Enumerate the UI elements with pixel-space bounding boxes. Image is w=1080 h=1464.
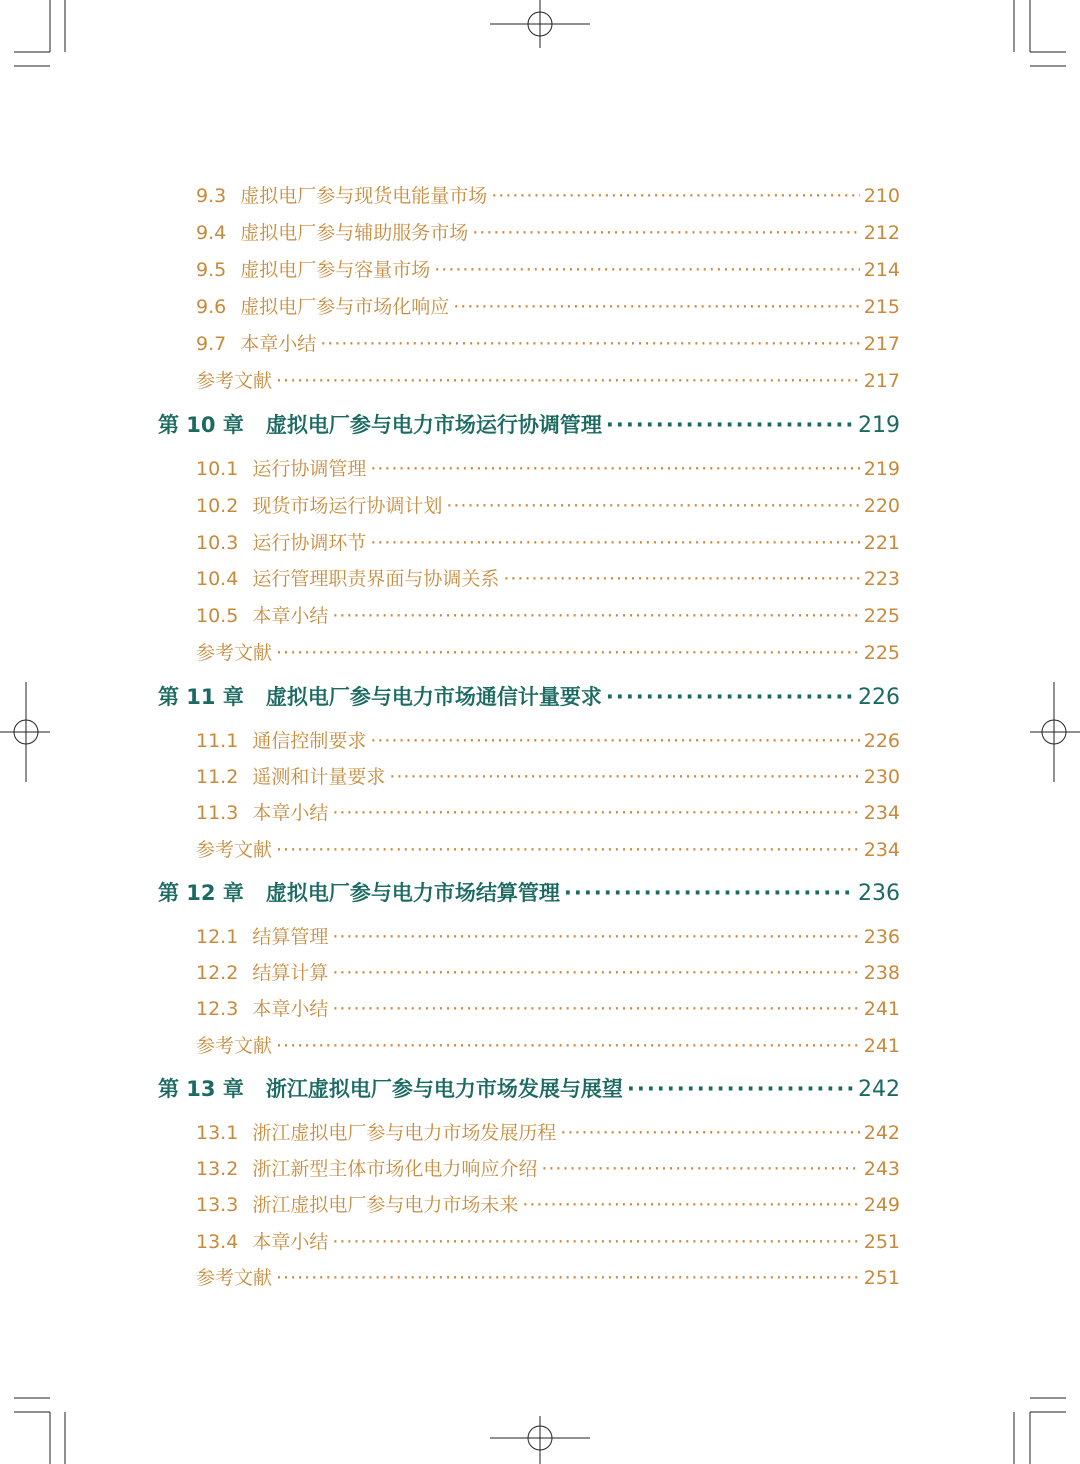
page-number: 225 bbox=[863, 642, 900, 664]
section-number: 12.3 bbox=[196, 998, 239, 1020]
references-title: 参考文献 bbox=[196, 370, 273, 392]
toc-section-row bbox=[0, 218, 1080, 245]
page-number: 223 bbox=[863, 568, 900, 590]
dot-leader bbox=[332, 1231, 859, 1253]
dot-leader bbox=[541, 1158, 859, 1180]
section-title: 运行协调管理 bbox=[252, 458, 367, 480]
page-number: 242 bbox=[858, 1077, 900, 1102]
section-number: 13.1 bbox=[196, 1122, 239, 1144]
dot-leader bbox=[276, 1035, 860, 1057]
dot-leader bbox=[560, 1122, 859, 1144]
section-number: 10.2 bbox=[196, 495, 239, 517]
dot-leader bbox=[434, 259, 860, 281]
chapter-number: 第 13 章 bbox=[158, 1077, 244, 1101]
toc-section-row bbox=[0, 329, 1080, 356]
page-number: 226 bbox=[858, 685, 900, 710]
toc-section-row bbox=[0, 564, 1080, 591]
section-number: 10.4 bbox=[196, 568, 239, 590]
toc-section-row bbox=[0, 922, 1080, 949]
page-number: 251 bbox=[863, 1231, 900, 1253]
page-number: 241 bbox=[863, 1035, 900, 1057]
section-number: 10.5 bbox=[196, 605, 239, 627]
chapter-number: 第 11 章 bbox=[158, 685, 244, 709]
dot-leader bbox=[332, 605, 859, 627]
dot-leader bbox=[276, 642, 860, 664]
toc-section-row bbox=[0, 292, 1080, 319]
page-number: 219 bbox=[863, 458, 900, 480]
page-number: 226 bbox=[863, 730, 900, 752]
toc-section-row bbox=[0, 528, 1080, 555]
page-number: 236 bbox=[863, 926, 900, 948]
section-title: 本章小结 bbox=[252, 605, 329, 627]
dot-leader bbox=[370, 458, 859, 480]
dot-leader bbox=[332, 802, 859, 824]
page-number: 251 bbox=[863, 1267, 900, 1289]
section-number: 13.2 bbox=[196, 1158, 239, 1180]
section-title: 运行协调环节 bbox=[252, 532, 367, 554]
page-number: 217 bbox=[863, 333, 900, 355]
dot-leader bbox=[446, 495, 859, 517]
references-title: 参考文献 bbox=[196, 1035, 273, 1057]
toc-section-row bbox=[0, 994, 1080, 1021]
dot-leader bbox=[453, 296, 860, 318]
section-number: 9.4 bbox=[196, 222, 227, 244]
toc-section-row bbox=[0, 1154, 1080, 1181]
toc-chapter-row bbox=[0, 877, 1080, 907]
page-number: 217 bbox=[863, 370, 900, 392]
dot-leader bbox=[276, 839, 860, 861]
dot-leader bbox=[276, 1267, 860, 1289]
page-number: 219 bbox=[858, 413, 900, 438]
section-title: 遥测和计量要求 bbox=[252, 766, 386, 788]
page-number: 243 bbox=[863, 1158, 900, 1180]
dot-leader bbox=[332, 962, 859, 984]
toc-section-row bbox=[0, 491, 1080, 518]
dot-leader bbox=[472, 222, 860, 244]
dot-leader bbox=[522, 1194, 859, 1216]
dot-leader bbox=[370, 532, 859, 554]
section-number: 10.1 bbox=[196, 458, 239, 480]
dot-leader bbox=[370, 730, 859, 752]
toc-references-row bbox=[0, 638, 1080, 665]
section-number: 9.7 bbox=[196, 333, 227, 355]
page-number: 242 bbox=[863, 1122, 900, 1144]
dot-leader bbox=[491, 185, 860, 207]
page-number: 210 bbox=[863, 185, 900, 207]
section-number: 13.4 bbox=[196, 1231, 239, 1253]
page-number: 249 bbox=[863, 1194, 900, 1216]
chapter-title: 虚拟电厂参与电力市场结算管理 bbox=[265, 881, 560, 905]
toc-section-row bbox=[0, 1190, 1080, 1217]
toc-section-row bbox=[0, 454, 1080, 481]
page-number: 214 bbox=[863, 259, 900, 281]
section-title: 本章小结 bbox=[240, 333, 317, 355]
toc-references-row bbox=[0, 366, 1080, 393]
section-title: 浙江新型主体市场化电力响应介绍 bbox=[252, 1158, 538, 1180]
page-number: 212 bbox=[863, 222, 900, 244]
page-number: 225 bbox=[863, 605, 900, 627]
toc-references-row bbox=[0, 1263, 1080, 1290]
toc-section-row bbox=[0, 958, 1080, 985]
section-title: 通信控制要求 bbox=[252, 730, 367, 752]
dot-leader bbox=[606, 685, 854, 709]
section-title: 现货市场运行协调计划 bbox=[252, 495, 443, 517]
toc-chapter-row bbox=[0, 1073, 1080, 1103]
references-title: 参考文献 bbox=[196, 1267, 273, 1289]
section-title: 虚拟电厂参与容量市场 bbox=[240, 259, 431, 281]
section-title: 本章小结 bbox=[252, 1231, 329, 1253]
page-number: 238 bbox=[863, 962, 900, 984]
section-number: 10.3 bbox=[196, 532, 239, 554]
dot-leader bbox=[320, 333, 860, 355]
dot-leader bbox=[564, 881, 854, 905]
toc-section-row bbox=[0, 762, 1080, 789]
chapter-title: 虚拟电厂参与电力市场通信计量要求 bbox=[265, 685, 602, 709]
references-title: 参考文献 bbox=[196, 839, 273, 861]
section-title: 结算计算 bbox=[252, 962, 329, 984]
chapter-number: 第 12 章 bbox=[158, 881, 244, 905]
page-number: 236 bbox=[858, 881, 900, 906]
toc-section-row bbox=[0, 1227, 1080, 1254]
toc-section-row bbox=[0, 255, 1080, 282]
page-number: 234 bbox=[863, 839, 900, 861]
dot-leader bbox=[332, 926, 859, 948]
dot-leader bbox=[276, 370, 860, 392]
chapter-number: 第 10 章 bbox=[158, 413, 244, 437]
page-number: 241 bbox=[863, 998, 900, 1020]
dot-leader bbox=[389, 766, 859, 788]
dot-leader bbox=[627, 1077, 854, 1101]
section-title: 本章小结 bbox=[252, 802, 329, 824]
section-number: 11.2 bbox=[196, 766, 239, 788]
toc-section-row bbox=[0, 1118, 1080, 1145]
toc-chapter-row bbox=[0, 409, 1080, 439]
page-number: 234 bbox=[863, 802, 900, 824]
page-number: 215 bbox=[863, 296, 900, 318]
toc-references-row bbox=[0, 1031, 1080, 1058]
toc-references-row bbox=[0, 835, 1080, 862]
section-title: 虚拟电厂参与现货电能量市场 bbox=[240, 185, 488, 207]
toc-chapter-row bbox=[0, 681, 1080, 711]
section-title: 虚拟电厂参与辅助服务市场 bbox=[240, 222, 469, 244]
toc-section-row bbox=[0, 798, 1080, 825]
toc-section-row bbox=[0, 601, 1080, 628]
section-title: 浙江虚拟电厂参与电力市场未来 bbox=[252, 1194, 519, 1216]
dot-leader bbox=[503, 568, 859, 590]
section-number: 13.3 bbox=[196, 1194, 239, 1216]
section-number: 9.5 bbox=[196, 259, 227, 281]
references-title: 参考文献 bbox=[196, 642, 273, 664]
section-number: 11.1 bbox=[196, 730, 239, 752]
page-number: 230 bbox=[863, 766, 900, 788]
section-number: 12.2 bbox=[196, 962, 239, 984]
section-title: 结算管理 bbox=[252, 926, 329, 948]
section-number: 11.3 bbox=[196, 802, 239, 824]
section-title: 浙江虚拟电厂参与电力市场发展历程 bbox=[252, 1122, 557, 1144]
section-number: 12.1 bbox=[196, 926, 239, 948]
chapter-title: 虚拟电厂参与电力市场运行协调管理 bbox=[265, 413, 602, 437]
dot-leader bbox=[606, 413, 854, 437]
toc-section-row bbox=[0, 726, 1080, 753]
section-number: 9.3 bbox=[196, 185, 227, 207]
section-title: 运行管理职责界面与协调关系 bbox=[252, 568, 500, 590]
section-title: 虚拟电厂参与市场化响应 bbox=[240, 296, 450, 318]
page-number: 220 bbox=[863, 495, 900, 517]
section-number: 9.6 bbox=[196, 296, 227, 318]
toc-section-row bbox=[0, 181, 1080, 208]
chapter-title: 浙江虚拟电厂参与电力市场发展与展望 bbox=[265, 1077, 623, 1101]
page-number: 221 bbox=[863, 532, 900, 554]
section-title: 本章小结 bbox=[252, 998, 329, 1020]
dot-leader bbox=[332, 998, 859, 1020]
